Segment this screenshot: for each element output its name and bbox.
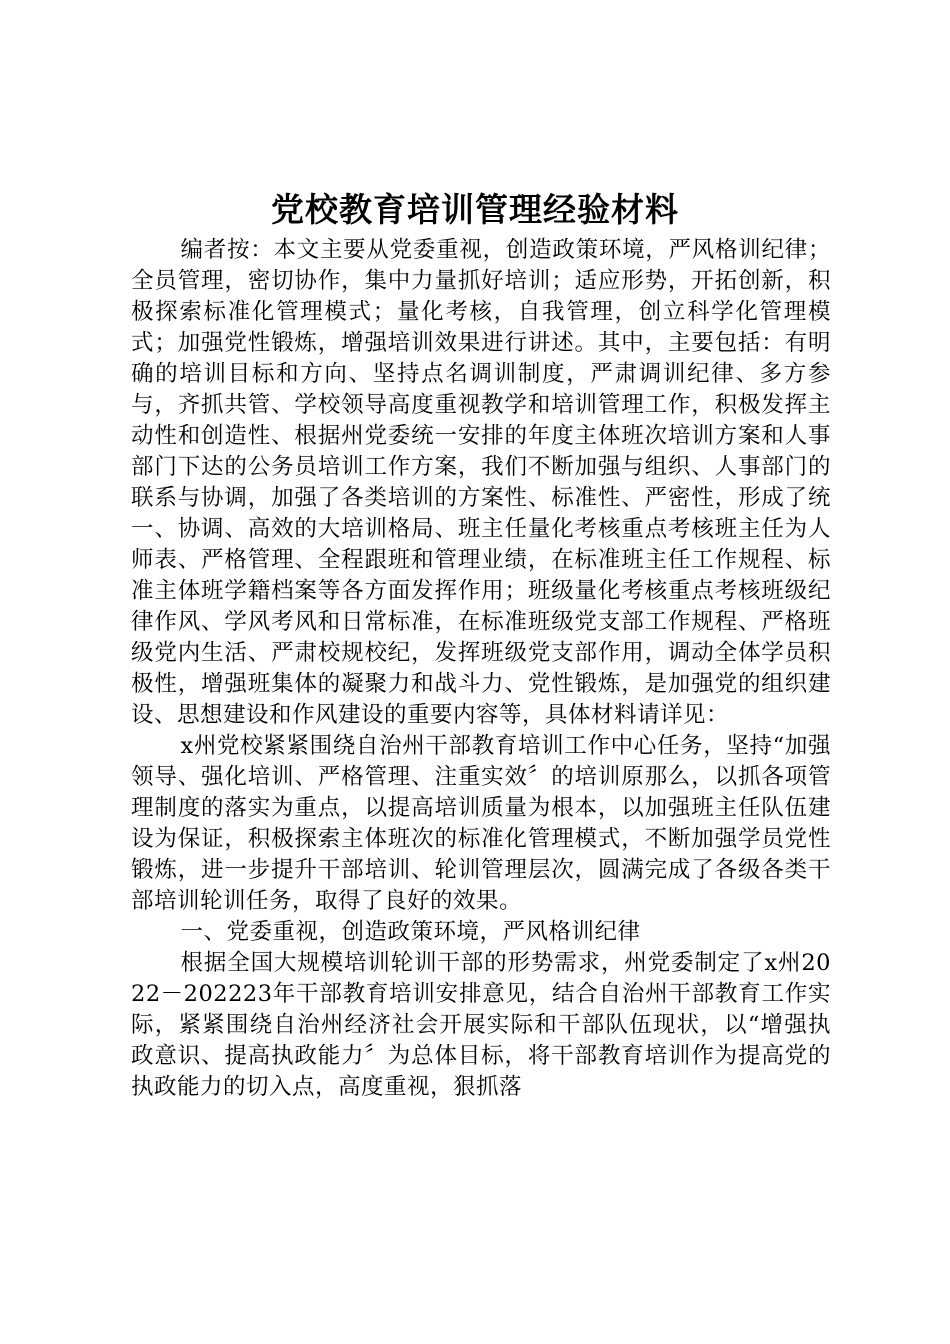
document-body (131, 235, 831, 1103)
section-heading-1: 一、党委重视，创造政策环境，严风格训纪律 (180, 919, 641, 945)
editor-note-paragraph: 编者按：本文主要从党委重视，创造政策环境，严风格训纪律；全员管理，密切协作，集中力量抓好培训；适应形势，开拓创新，积极探索标准化管理模式；量化考核，自我管理，创立科学化管理模式；加强党性锻炼，增强培训效果进行讲述。其中，主要包括：有明确的培训目标和方向、坚持点名调训制度，严肃调训纪律、多方参与，齐抓共管、学校领导高度重视教学和培训管理工作，积极发挥主动性和创造性、根据州党委统一安排的年度主体班次培训方案和人事部门下达的公务员培训工作方案，我们不断加强与组织、人事部门的联系与协调，加强了各类培训的方案性、标准性、严密性，形成了统一、协调、高效的大培训格局、班主任量化考核重点考核班主任为人师表、严格管理、全程跟班和管理业绩，在标准班主任工作规程、标准主体班学籍档案等各方面发挥作用；班级量化考核重点考核班级纪律作风、学风考风和日常标准，在标准班级党支部工作规程、严格班级党内生活、严肃校规校纪，发挥班级党支部作用，调动全体学员积极性，增强班集体的凝聚力和战斗力、党性锻炼，是加强党的组织建设、思想建设和作风建设的重要内容等，具体材料请详见： (131, 237, 831, 728)
intro-paragraph: x州党校紧紧围绕自治州干部教育培训工作中心任务，坚持“加强领导、强化培训、严格管理、注重实效〞的培训原那么，以抓各项管理制度的落实为重点，以提高培训质量为根本，以加强班主任队伍建设为保证，积极探索主体班次的标准化管理模式，不断加强学员党性锻炼，进一步提升干部培训、轮训管理层次，圆满完成了各级各类干部培训轮训任务，取得了良好的效果。 (131, 733, 831, 914)
section-1-paragraph: 根据全国大规模培训轮训干部的形势需求，州党委制定了x州2022－202223年干部教育培训安排意见，结合自治州干部教育工作实际，紧紧围绕自治州经济社会开展实际和干部队伍现状，以“增强执政意识、提高执政能力〞为总体目标，将干部教育培训作为提高党的执政能力的切入点，高度重视，狠抓落 (131, 950, 831, 1100)
document-title: 党校教育培训管理经验材料 (271, 190, 679, 229)
